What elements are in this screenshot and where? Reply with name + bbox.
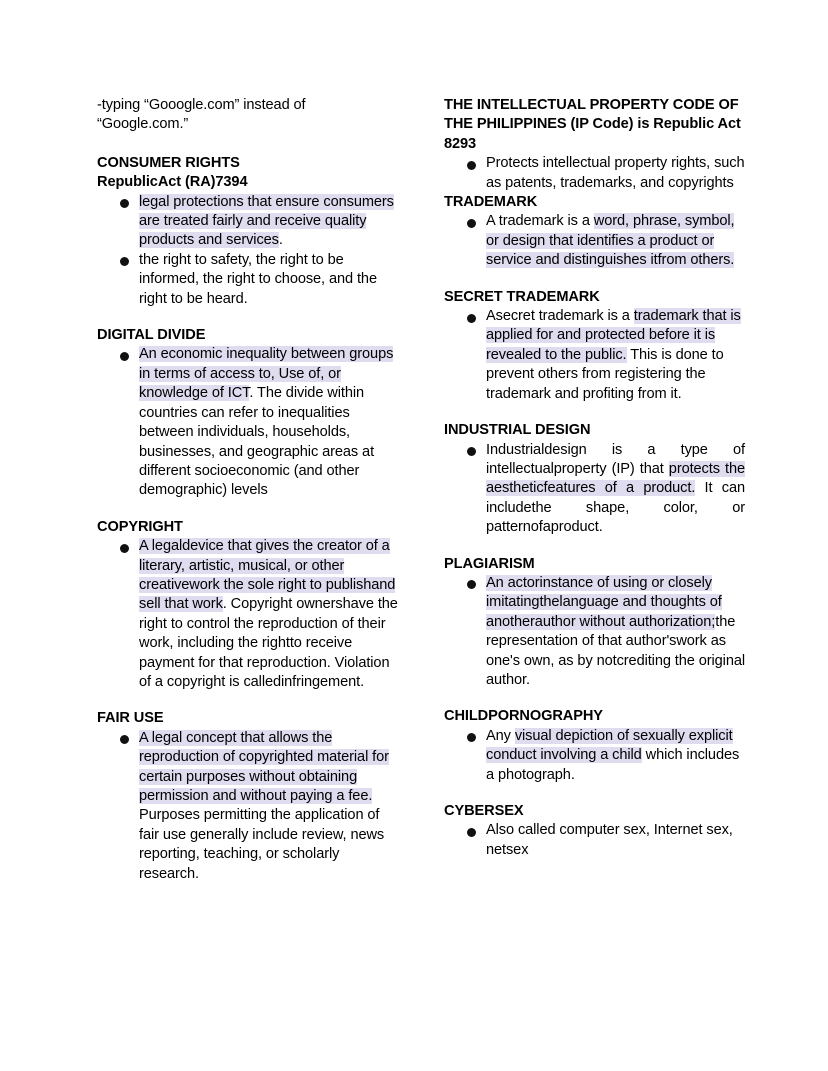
- spacer: [444, 538, 745, 555]
- spacer: [97, 135, 398, 154]
- highlighted-text: legal protections that ensure consumers are treated fairly and receive quality products and services: [139, 193, 394, 249]
- section-heading: CONSUMER RIGHTS: [97, 154, 240, 171]
- plain-text: This is done to prevent others from registering the trademark and profiting from it.: [486, 346, 724, 402]
- list-item: [444, 574, 745, 690]
- section-copyright: [97, 518, 398, 693]
- list-item: [444, 727, 745, 785]
- spacer: [444, 271, 745, 288]
- plain-text: Also called computer sex, Internet sex, netsex: [486, 822, 733, 858]
- spacer: [444, 785, 745, 802]
- section-heading: SECRET TRADEMARK: [444, 288, 600, 305]
- section-heading: COPYRIGHT: [97, 518, 183, 535]
- bullet-list: [97, 193, 398, 309]
- section-child-pornography: [444, 707, 745, 785]
- list-item: [97, 345, 398, 500]
- section-ip-code: [444, 96, 745, 193]
- prefix-text: A trademark is a: [486, 213, 594, 230]
- plain-text: which includes a photograph.: [486, 747, 740, 783]
- section-cybersex: [444, 802, 745, 860]
- left-column: [97, 96, 398, 884]
- highlighted-text: visual depiction of sexually explicit conduct involving a child: [486, 727, 733, 764]
- prefix-text: Industrialdesign is a type of intellectualproperty (IP) that: [486, 441, 745, 477]
- plain-text: It can includethe shape, color, or patternofaproduct.: [486, 480, 745, 536]
- spacer: [97, 692, 398, 709]
- bullet-list: [444, 212, 745, 270]
- section-heading: CYBERSEX: [444, 803, 524, 819]
- right-column: [444, 96, 745, 884]
- bullet-list: [97, 729, 398, 884]
- section-subheading: RepublicAct (RA)7394: [97, 174, 248, 191]
- intro-line-2: “Google.com.”: [97, 116, 189, 133]
- section-plagiarism: [444, 555, 745, 691]
- two-column-body: [97, 96, 745, 884]
- plain-text: Protects intellectual property rights, such as patents, trademarks, and copyrights: [486, 155, 745, 191]
- highlighted-text: word, phrase, symbol, or design that identifies a product or service and distinguishes itfrom others.: [486, 213, 735, 269]
- spacer: [97, 309, 398, 326]
- highlighted-text: A legal concept that allows the reproduction of copyrighted material for certain purposes without obtaining permission and without paying a fee.: [139, 729, 389, 804]
- list-item: [444, 307, 745, 404]
- highlighted-text: protects the aestheticfeatures of a product.: [486, 460, 745, 497]
- section-consumer-rights: [97, 154, 398, 309]
- section-heading: PLAGIARISM: [444, 555, 535, 572]
- plain-text: the representation of that author'swork as one's own, as by notcrediting the original author.: [486, 613, 746, 688]
- plain-text: Purposes permitting the application of fair use generally include review, news reporting, teaching, or scholarly research.: [139, 807, 385, 882]
- intro-paragraph: [97, 96, 398, 135]
- bullet-list: [444, 574, 745, 690]
- list-item: [97, 251, 398, 309]
- bullet-list: [444, 154, 745, 193]
- plain-text: .: [278, 232, 283, 249]
- bullet-list: [97, 537, 398, 692]
- spacer: [97, 501, 398, 518]
- bullet-list: [444, 727, 745, 785]
- bullet-list: [97, 345, 398, 500]
- highlighted-text: trademark that is applied for and protected before it is revealed to the public.: [486, 308, 741, 363]
- section-heading: TRADEMARK: [444, 194, 538, 211]
- list-item: [444, 441, 745, 538]
- section-fair-use: [97, 709, 398, 884]
- bullet-list: [444, 307, 745, 404]
- section-trademark: [444, 193, 745, 271]
- highlighted-text: An actorinstance of using or closely imitatingthelanguage and thoughts of anotherauthor without authorization;: [486, 574, 722, 630]
- prefix-text: Any: [486, 727, 515, 744]
- highlighted-text: An economic inequality between groups in terms of access to, Use of, or knowledge of ICT: [139, 346, 394, 402]
- section-secret-trademark: [444, 288, 745, 404]
- section-heading: FAIR USE: [97, 710, 164, 727]
- highlighted-text: A legaldevice that gives the creator of a literary, artistic, musical, or other creativework the sole right to publishand sell that work: [139, 538, 396, 613]
- prefix-text: Asecret trademark is a: [486, 308, 634, 325]
- intro-line-1: -typing “Gooogle.com” instead of: [97, 97, 306, 113]
- section-industrial-design: [444, 421, 745, 537]
- list-item: [444, 212, 745, 270]
- bullet-list: [444, 821, 745, 860]
- section-heading: THE INTELLECTUAL PROPERTY CODE OF THE PHILIPPINES (IP Code) is Republic Act 8293: [444, 97, 741, 152]
- section-heading: CHILDPORNOGRAPHY: [444, 708, 603, 725]
- list-item: [97, 193, 398, 251]
- plain-text: the right to safety, the right to be informed, the right to choose, and the right to be heard.: [139, 251, 377, 307]
- section-digital-divide: [97, 326, 398, 501]
- spacer: [444, 690, 745, 707]
- list-item: [97, 537, 398, 692]
- list-item: [97, 729, 398, 884]
- list-item: [444, 154, 745, 193]
- plain-text: . Copyright ownershave the right to control the reproduction of their work, including the rightto receive payment for that reproduction. Violation of a copyright is calledinfringement.: [139, 596, 398, 690]
- bullet-list: [444, 441, 745, 538]
- plain-text: . The divide within countries can refer to inequalities between individuals, households, businesses, and geographic areas at different socioeconomic (and other demographic) levels: [139, 385, 375, 499]
- section-heading: INDUSTRIAL DESIGN: [444, 422, 591, 439]
- spacer: [444, 404, 745, 421]
- section-heading: DIGITAL DIVIDE: [97, 327, 206, 344]
- list-item: [444, 821, 745, 860]
